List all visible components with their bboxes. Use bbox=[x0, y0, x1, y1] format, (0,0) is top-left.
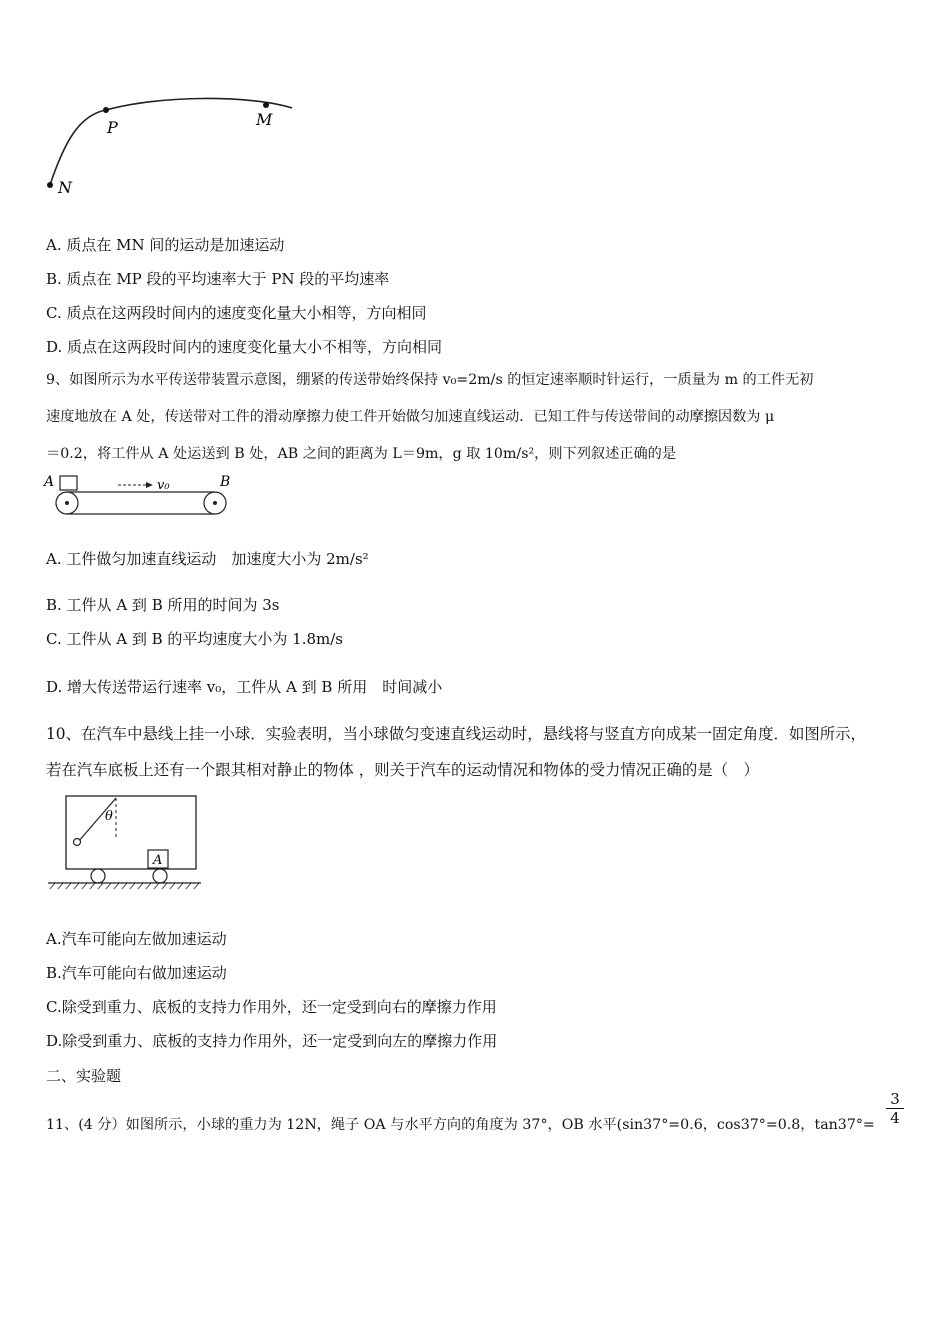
section-title: 二、实验题 bbox=[46, 1067, 122, 1085]
workpiece-box bbox=[60, 476, 77, 490]
q9-option-c: C. 工件从 A 到 B 的平均速度大小为 1.8m/s bbox=[46, 630, 344, 648]
q8-option-a: A. 质点在 MN 间的运动是加速运动 bbox=[46, 236, 285, 254]
label-v0: v₀ bbox=[157, 478, 170, 493]
label-theta: θ bbox=[105, 809, 113, 824]
label-n: N bbox=[58, 178, 72, 197]
q10-stem-line-2: 若在汽车底板上还有一个跟其相对静止的物体 ，则关于汽车的运动情况和物体的受力情况正确的是（ ） bbox=[46, 761, 759, 779]
wheel-left bbox=[91, 869, 105, 883]
q11-fraction-denominator: 4 bbox=[890, 1109, 900, 1127]
point-p bbox=[103, 107, 109, 113]
point-m bbox=[263, 102, 269, 108]
ball bbox=[74, 839, 81, 846]
q11-fraction bbox=[886, 1090, 904, 1127]
label-p: P bbox=[107, 118, 118, 137]
wheel-right bbox=[153, 869, 167, 883]
curve-trajectory-figure bbox=[40, 90, 310, 205]
label-block-a: A bbox=[153, 853, 163, 868]
q11-fraction-numerator: 3 bbox=[886, 1090, 904, 1109]
point-n bbox=[47, 182, 53, 188]
q9-option-a: A. 工件做匀加速直线运动 加速度大小为 2m/s² bbox=[46, 550, 369, 568]
label-m: M bbox=[256, 110, 273, 129]
q10-option-b: B.汽车可能向右做加速运动 bbox=[46, 964, 227, 982]
label-b: B bbox=[220, 474, 231, 490]
conveyor-belt-figure bbox=[40, 470, 240, 522]
label-a: A bbox=[44, 474, 55, 490]
q9-option-b: B. 工件从 A 到 B 所用的时间为 3s bbox=[46, 596, 280, 614]
q9-option-d: D. 增大传送带运行速率 v₀，工件从 A 到 B 所用 时间减小 bbox=[46, 678, 443, 696]
q10-option-c: C.除受到重力、底板的支持力作用外，还一定受到向右的摩擦力作用 bbox=[46, 998, 497, 1016]
q8-option-d: D. 质点在这两段时间内的速度变化量大小不相等，方向相同 bbox=[46, 338, 443, 356]
q11-stem: 11、(4 分）如图所示，小球的重力为 12N，绳子 OA 与水平方向的角度为 37°，OB 水平(sin37°=0.6，cos37°=0.8，tan37°= bbox=[46, 1117, 875, 1133]
q8-option-b: B. 质点在 MP 段的平均速率大于 PN 段的平均速率 bbox=[46, 270, 390, 288]
car-pendulum-figure bbox=[44, 792, 204, 890]
q10-option-d: D.除受到重力、底板的支持力作用外，还一定受到向左的摩擦力作用 bbox=[46, 1032, 498, 1050]
q10-stem-line-1: 10、在汽车中悬线上挂一小球．实验表明，当小球做匀变速直线运动时，悬线将与竖直方向成某一固定角度．如图所示， bbox=[46, 725, 866, 743]
q8-option-c: C. 质点在这两段时间内的速度变化量大小相等，方向相同 bbox=[46, 304, 427, 322]
q9-stem-line-2: 速度地放在 A 处，传送带对工件的滑动摩擦力使工件开始做匀加速直线运动．已知工件与传送带间的动摩擦因数为 μ bbox=[46, 409, 775, 425]
q10-option-a: A.汽车可能向左做加速运动 bbox=[46, 930, 227, 948]
q9-stem-line-3: ＝0.2，将工件从 A 处运送到 B 处，AB 之间的距离为 L＝9m，g 取 10m/s²，则下列叙述正确的是 bbox=[46, 446, 677, 462]
q9-stem-line-1: 9、如图所示为水平传送带装置示意图，绷紧的传送带始终保持 v₀=2m/s 的恒定速率顺时针运行，一质量为 m 的工件无初 bbox=[46, 372, 814, 388]
